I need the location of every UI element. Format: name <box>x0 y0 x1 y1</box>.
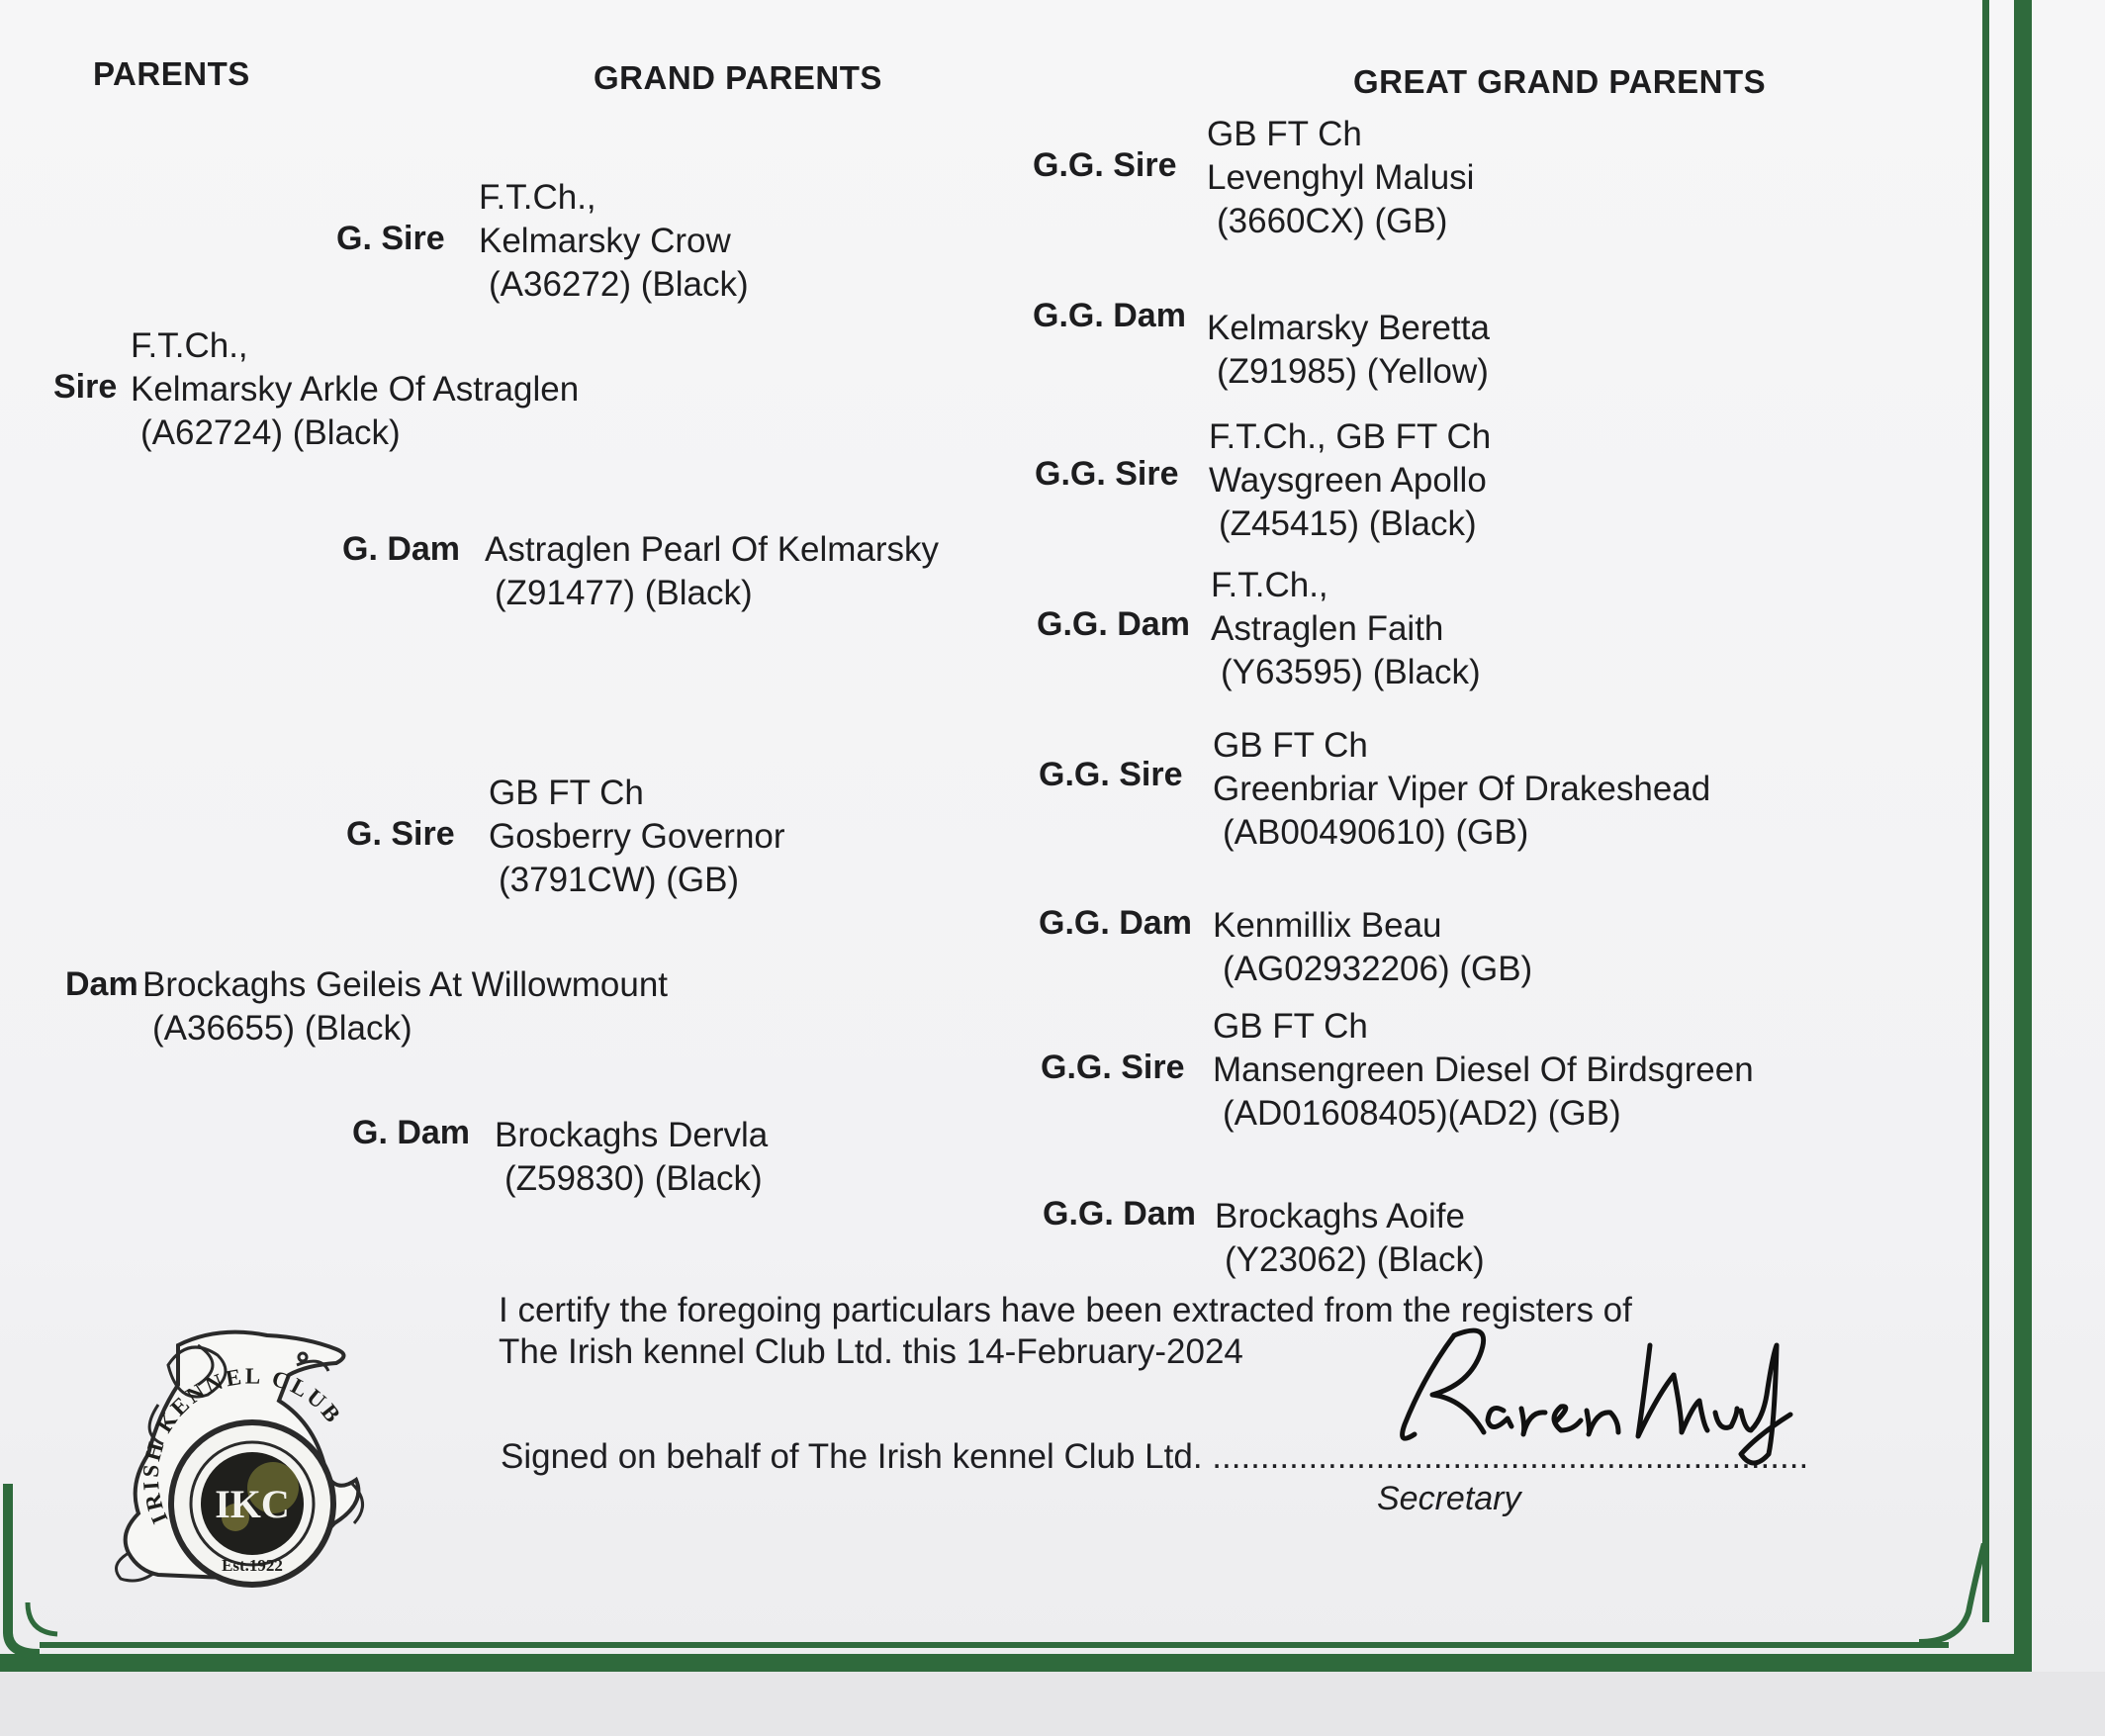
gg-sire-label-4: G.G. Sire <box>1041 1049 1185 1086</box>
gg-dam-label-4: G.G. Dam <box>1043 1195 1196 1233</box>
gg-entry-6: Kenmillix Beau (AG02932206) (GB) <box>1213 906 1533 988</box>
border-outer-bottom <box>0 1654 2032 1672</box>
signed-on-behalf: Signed on behalf of The Irish kennel Club Ltd. .............................................................. <box>501 1437 1809 1476</box>
logo-initials: IKC <box>215 1482 290 1526</box>
dam-label: Dam <box>65 965 138 1003</box>
border-corner-left <box>0 1484 59 1662</box>
logo-est: Est.1922 <box>222 1556 283 1575</box>
g-dam-label-1: G. Dam <box>342 530 461 568</box>
gg-entry-5: GB FT Ch Greenbriar Viper Of Drakeshead (AB00490610) (GB) <box>1213 726 1711 852</box>
gg-dam-label-3: G.G. Dam <box>1039 904 1192 942</box>
sire-label: Sire <box>53 368 118 406</box>
sire-name: Kelmarsky Arkle Of Astraglen <box>131 370 580 409</box>
sire-registration: (A62724) (Black) <box>140 413 401 452</box>
scan-margin <box>0 1672 2105 1736</box>
gg-entry-2: Kelmarsky Beretta (Z91985) (Yellow) <box>1207 309 1490 391</box>
gg-entry-1: GB FT Ch Levenghyl Malusi (3660CX) (GB) <box>1207 115 1475 240</box>
g-sire-entry-2: GB FT Ch Gosberry Governor (3791CW) (GB) <box>489 774 785 899</box>
secretary-label: Secretary <box>1377 1480 1521 1517</box>
gg-sire-label-1: G.G. Sire <box>1033 146 1177 184</box>
logo-ring-text: IRISH KENNEL CLUB <box>137 1363 347 1528</box>
dam-name: Brockaghs Geileis At Willowmount <box>142 965 669 1004</box>
dam-registration: (A36655) (Black) <box>152 1009 412 1048</box>
gg-sire-label-3: G.G. Sire <box>1039 756 1183 793</box>
border-corner-right <box>1919 1543 1998 1652</box>
border-outer-right <box>2014 0 2032 1672</box>
border-inner-right <box>1982 0 1989 1622</box>
header-grand-parents: GRAND PARENTS <box>594 59 882 96</box>
gg-dam-label-1: G.G. Dam <box>1033 297 1186 334</box>
certification-line-2: The Irish kennel Club Ltd. this 14-February-2024 <box>499 1332 1243 1371</box>
g-dam-entry-2: Brockaghs Dervla (Z59830) (Black) <box>495 1116 769 1198</box>
certification-line-1: I certify the foregoing particulars have been extracted from the registers of <box>499 1291 1632 1329</box>
gg-dam-label-2: G.G. Dam <box>1037 605 1190 643</box>
gg-sire-label-2: G.G. Sire <box>1035 455 1179 493</box>
gg-entry-4: F.T.Ch., Astraglen Faith (Y63595) (Black) <box>1211 566 1481 691</box>
header-great-grand-parents: GREAT GRAND PARENTS <box>1353 63 1767 100</box>
gg-entry-7: GB FT Ch Mansengreen Diesel Of Birdsgreen (AD01608405)(AD2) (GB) <box>1213 1007 1754 1133</box>
g-sire-label-1: G. Sire <box>336 220 445 257</box>
g-dam-entry-1: Astraglen Pearl Of Kelmarsky (Z91477) (Black) <box>485 530 940 612</box>
signature-icon <box>1385 1316 1810 1474</box>
g-sire-label-2: G. Sire <box>346 815 455 853</box>
header-parents: PARENTS <box>93 55 250 92</box>
sire-entry <box>131 324 579 455</box>
gg-entry-8: Brockaghs Aoife (Y23062) (Black) <box>1215 1197 1485 1279</box>
gg-entry-3: F.T.Ch., GB FT Ch Waysgreen Apollo (Z45415) (Black) <box>1209 417 1492 543</box>
ikc-logo-seal <box>69 1306 406 1612</box>
sire-title: F.T.Ch., <box>131 326 248 365</box>
g-dam-label-2: G. Dam <box>352 1114 471 1151</box>
g-sire-entry-1: F.T.Ch., Kelmarsky Crow (A36272) (Black) <box>479 178 749 304</box>
border-inner-bottom <box>40 1642 1949 1648</box>
